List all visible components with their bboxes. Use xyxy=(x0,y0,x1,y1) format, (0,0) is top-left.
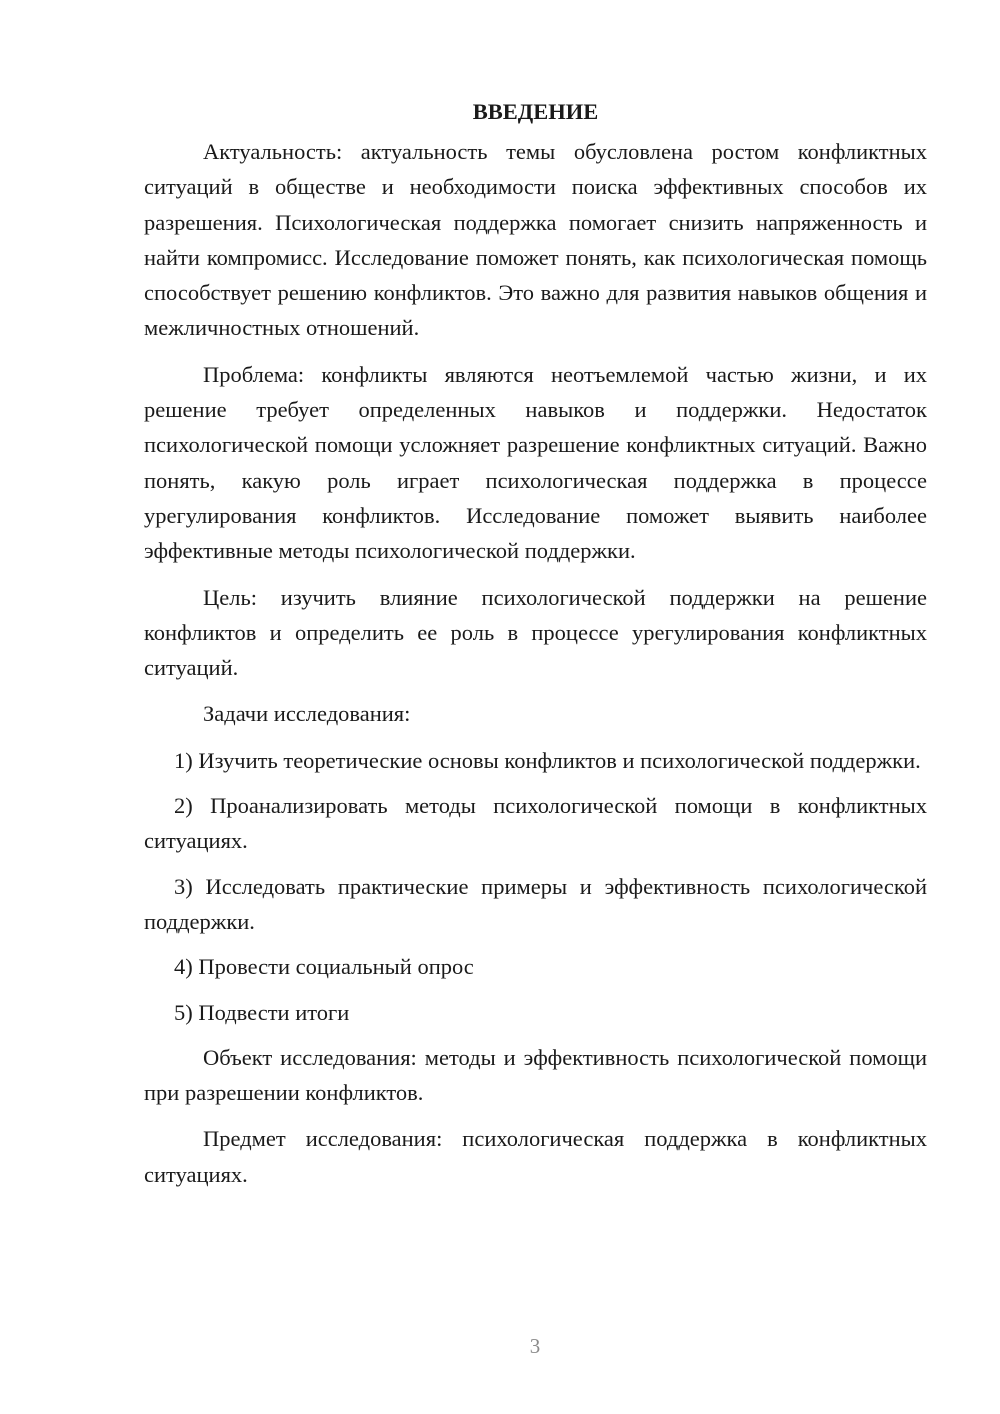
task-item: 3) Исследовать практические примеры и эффективность психологической поддержки. xyxy=(144,873,927,934)
tasks-list xyxy=(144,743,927,1030)
task-item: 2) Проанализировать методы психологической помощи в конфликтных ситуациях. xyxy=(144,793,927,854)
page-number: 3 xyxy=(529,1334,541,1358)
paragraph-relevance: Актуальность: актуальность темы обусловлена ростом конфликтных ситуаций в обществе и необходимости поиска эффективных способов их разрешения. Психологическая поддержка помогает снизить напряженность и найти компромисс. Исследование поможет понять, как психологическая помощь способствует решению конфликтов. Это важно для развития навыков общения и межличностных отношений. xyxy=(144,139,927,341)
paragraph-goal: Цель: изучить влияние психологической поддержки на решение конфликтов и определить ее роль в процессе урегулирования конфликтных ситуаций. xyxy=(144,584,927,681)
task-item: 4) Провести социальный опрос xyxy=(174,954,474,980)
section-title: ВВЕДЕНИЕ xyxy=(472,99,599,124)
paragraph-object: Объект исследования: методы и эффективность психологической помощи при разрешении конфликтов. xyxy=(144,1044,927,1106)
paragraph-subject: Предмет исследования: психологическая поддержка в конфликтных ситуациях. xyxy=(144,1126,927,1187)
page-content xyxy=(144,96,927,1203)
task-item: 5) Подвести итоги xyxy=(174,999,350,1025)
task-item: 1) Изучить теоретические основы конфликтов и психологической поддержки. xyxy=(174,747,921,773)
paragraph-problem: Проблема: конфликты являются неотъемлемой частью жизни, и их решение требует определенных навыков и поддержки. Недостаток психологической помощи усложняет разрешение конфликтных ситуаций. Важно понять, какую роль играет психологическая поддержка в процессе урегулирования конфликтов. Исследование поможет выявить наиболее эффективные методы психологической поддержки. xyxy=(144,361,927,564)
tasks-heading: Задачи исследования: xyxy=(203,701,411,727)
